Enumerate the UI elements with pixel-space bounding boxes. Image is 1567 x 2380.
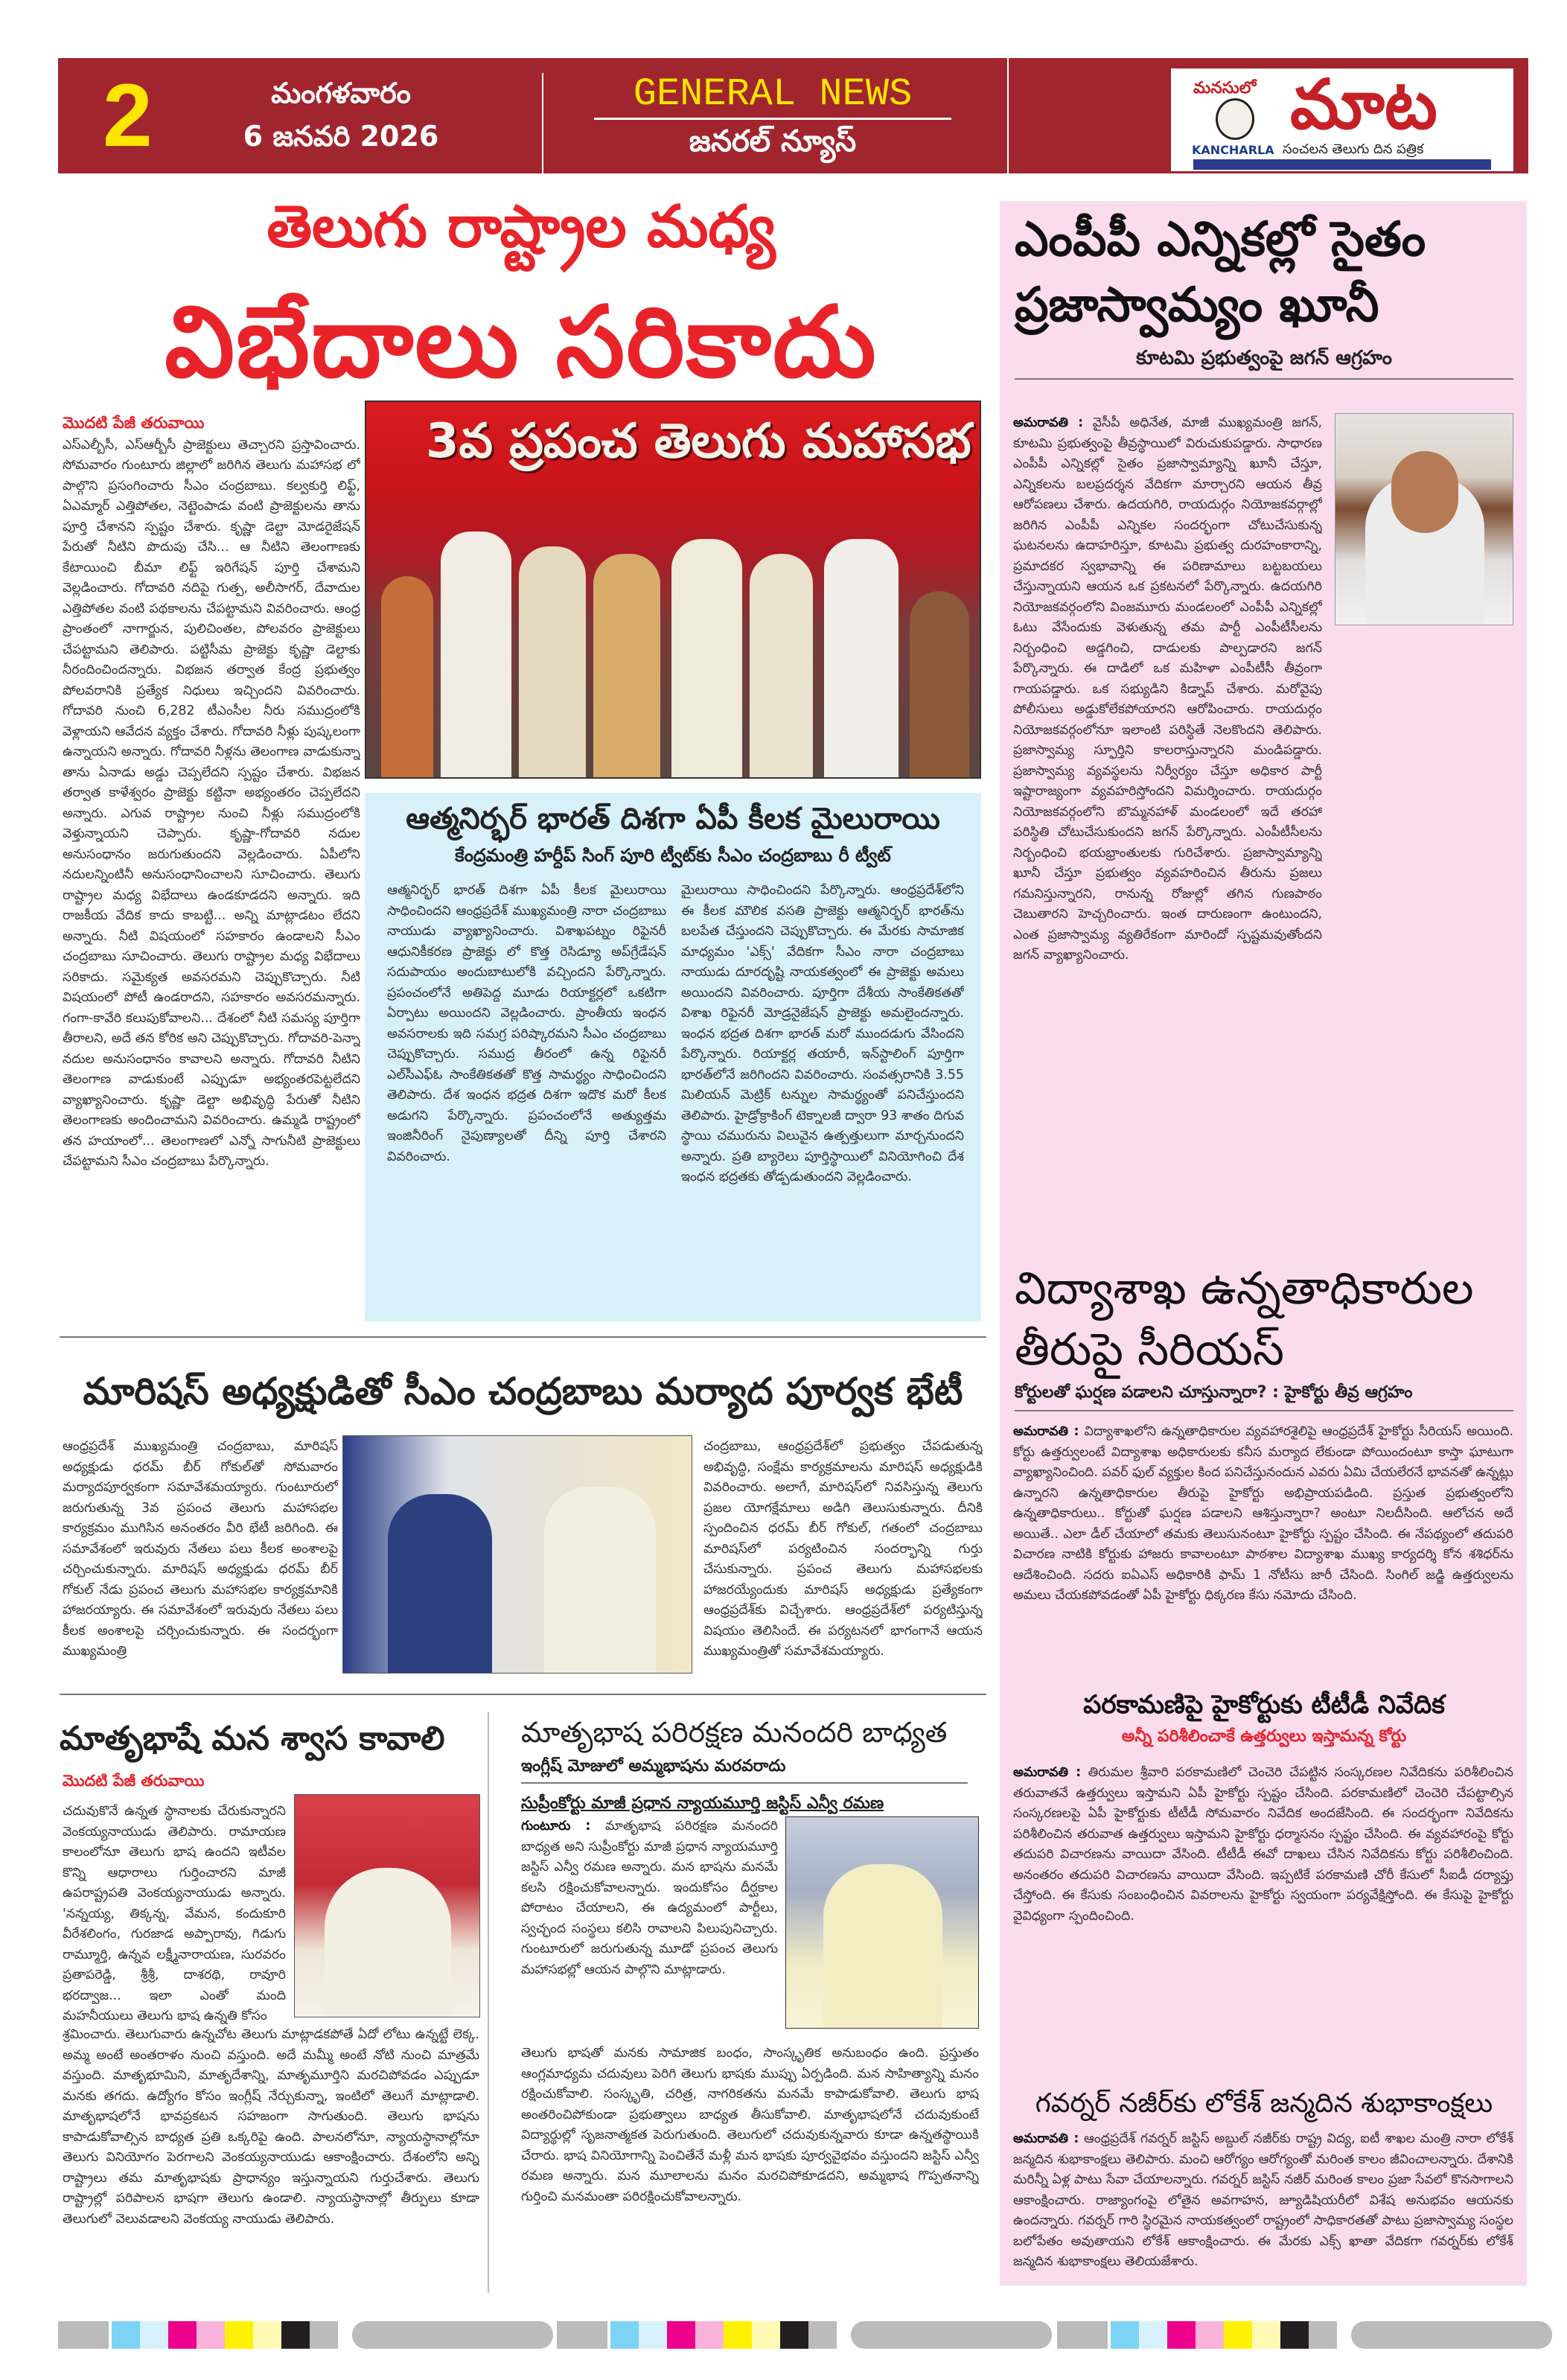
photo-person bbox=[750, 554, 813, 777]
education-headline-line1: విద్యాశాఖ ఉన్నతాధికారుల bbox=[1015, 1263, 1474, 1315]
jagan-photo bbox=[1335, 413, 1513, 625]
venkaiah-photo bbox=[294, 1794, 480, 2017]
mauritius-col1: ఆంధ్రప్రదేశ్ ముఖ్యమంత్రి చంద్రబాబు, మారిషస్ అధ్యక్షుడు ధరమ్ బీర్ గోకుల్‌తో సోమవారం మర్యాదపూర్వకంగా సమావేశమయ్యారు. గుంటూరులో జరుగుతున్న 3వ ప్రపంచ తెలుగు మహాసభల కార్యక్రమం ముగిసిన అనంతరం వీరి భేటీ జరిగింది. ఈ సమావేశంలో ఇరువురు నేతలు పలు కీలక అంశాలపై చర్చించుకున్నారు. మారిషస్ అధ్యక్షుడు ధరమ్ బీర్ గోకుల్ నేడు ప్రపంచ తెలుగు మహాసభల కార్యక్రమానికి హాజరయ్యారు. ఈ సమావేశంలో ఇరువురు నేతలు పలు కీలక అంశాలపై చర్చించుకున్నారు. ఈ సందర్భంగా ముఖ్యమంత్రి bbox=[63, 1439, 338, 1659]
jagan-headline: ఎంపీపీ ఎన్నికల్లో సైతం ప్రజాస్వామ్యం ఖూనీ bbox=[1015, 212, 1426, 333]
sidebar-story-col2: మైలురాయి సాధించిందని పేర్కొన్నారు. ఆంధ్రప్రదేశ్‌లోని ఈ కీలక మౌలిక వసతి ప్రాజెక్టు ఆత్మనిర్భర్ భారత్‌ను బలపేత చేస్తుందని చెప్పుకొచ్చారు. ఈ మేరకు సామాజిక మాధ్యమం 'ఎక్స్' వేదికగా సీఎం నారా చంద్రబాబు నాయుడు దూరదృష్టి నాయకత్వంలో ఈ ప్రాజెక్టు అమలు అయిందని వివరించారు. పూర్తిగా దేశీయ సాంకేతికతతో విశాఖ రిఫైనరీ మోడ్రనైజేషన్ ప్రాజెక్టు అమలైందన్నారు. ఇంధన భద్రత దిశగా భారత్ మరో ముందడుగు వేసిందని పేర్కొన్నారు. రియాక్టర్ల తయారీ, ఇన్‌స్టాలింగ్ పూర్తిగా భారత్‌లోనే జరిగిందని వివరించారు. సంవత్సరానికి 3.55 మిలియన్ మెట్రిక్ టన్నుల సామర్థ్యంతో పనిచేస్తుందని తెలిపారు. హైడ్రోక్రాకింగ్ టెక్నాలజీ ద్వారా 93 శాతం దిగువ స్థాయి చమురును విలువైన ఉత్పత్తులుగా మార్చనుందని అన్నారు. ప్రతి బ్యారెలు పూర్తిస్థాయిలో వినియోగించి దేశ ఇంధన భద్రతకు తోడ్పడుతుందని వెల్లడించారు. bbox=[681, 883, 964, 1184]
logo-wordmark: మాట bbox=[1290, 65, 1437, 144]
color-swatch bbox=[58, 2321, 109, 2349]
logo-bar bbox=[1193, 159, 1491, 170]
issue-date: 6 జనవరి 2026 bbox=[243, 120, 439, 153]
mauritius-photo bbox=[342, 1435, 692, 1674]
education-headline-line2: తీరుపై సీరియస్ bbox=[1015, 1324, 1284, 1376]
newspaper-logo bbox=[1171, 65, 1513, 171]
photo-person bbox=[823, 1864, 942, 2028]
dateline: అమరావతి : bbox=[1013, 1424, 1079, 1439]
section-divider bbox=[60, 1336, 986, 1338]
section-label bbox=[594, 73, 951, 163]
photo-face bbox=[1391, 451, 1458, 533]
photo-person bbox=[519, 546, 586, 777]
column-divider bbox=[488, 1712, 489, 2293]
photo-person bbox=[910, 591, 969, 777]
lead-article-body bbox=[63, 413, 360, 1333]
color-swatch bbox=[1224, 2321, 1252, 2349]
right-column bbox=[1000, 201, 1527, 2285]
continued-label: మొదటి పేజీ తరువాయి bbox=[63, 1772, 205, 1790]
color-swatch bbox=[1280, 2321, 1309, 2349]
color-swatch bbox=[695, 2321, 724, 2349]
education-subhead: కోర్టులతో ఘర్షణ పడాలని చూస్తున్నారా? : హైకోర్టు తీవ్ర ఆగ్రహం bbox=[1015, 1383, 1513, 1411]
governor-article-text: ఆంధ్రప్రదేశ్ గవర్నర్ జస్టిస్ అబ్దుల్ నజీర్‌కు రాష్ట్ర విద్య, ఐటీ శాఖల మంత్రి నారా లోకేశ్ జన్మదిన శుభాకాంక్షలు తెలిపారు. మంచి ఆరోగ్యం ఆరోగ్యంతో మరింత కాలం జీవించాలన్నారు. దేశానికి మరిన్నీ ఏళ్ల పాటు సేవా చేయాలన్నారు. గవర్నర్ జస్టిస్ నజీర్ మరింత కాలం ప్రజా సేవలో కొనసాగాలని ఆకాంక్షించారు. రాజ్యాంగంపై లోతైన అవగాహన, జ్యూడిషియరీలో విశేష అనుభవం ఆయనకు ఉందన్నారు. గవర్నర్ గారి స్థిరమైన నాయకత్వంలో రాష్ట్రంలో సాధికారతతో పాటు ప్రజాస్వామ్య సంస్థల బలోపేతం అవుతాయని లోకేశ్ ఆకాంక్షించారు. ఈ మేరకు ఎక్స్ ఖాతా వేదికగా గవర్నర్‌కు లోకేశ్ జన్మదిన శుభాకాంక్షలు తెలియజేశారు. bbox=[1013, 2131, 1513, 2269]
color-swatch bbox=[225, 2321, 253, 2349]
dateline: అమరావతి : bbox=[1013, 415, 1084, 430]
page-number: 2 bbox=[103, 66, 153, 165]
color-bar bbox=[557, 2321, 837, 2349]
ramana-byline: సుప్రీంకోర్టు మాజీ ప్రధాన న్యాయమూర్తి జస్టిస్ ఎన్వీ రమణ bbox=[521, 1794, 884, 1813]
photo-person bbox=[325, 1868, 451, 2017]
color-bar-pill bbox=[352, 2321, 553, 2349]
photo-person bbox=[593, 554, 660, 777]
sidebar-story-col1: ఆత్మనిర్భర్ భారత్ దిశగా ఏపీ కీలక మైలురాయి సాధించిందని ఆంధ్రప్రదేశ్ ముఖ్యమంత్రి నారా చంద్రబాబు నాయుడు వ్యాఖ్యానించారు. విశాఖపట్నం రిఫైనరీ ఆధునికీకరణ ప్రాజెక్టు లో కొత్త రెసిడ్యూ అప్‌గ్రేడేషన్ సదుపాయం అందుబాటులోకి వచ్చిందని పేర్కొన్నారు. ప్రపంచంలోనే అతిపెద్ద మూడు రియాక్టర్లలో ఒకటిగా ఏర్పాటు అయిందని వెల్లడించారు. ప్రాంతీయ ఇంధన అవసరాలకు ఇది సమగ్ర పరిష్కారమని సీఎం చంద్రబాబు చెప్పుకొచ్చారు. సముద్ర తీరంలో ఉన్న రిఫైనరీ ఎల్‌సీ‌ఎఫ్ఓ సాంకేతికతతో కొత్త సామర్థ్యం సాధించిందని తెలిపారు. దేశ ఇంధన భద్రత దిశగా ఇదొక మరో కీలక అడుగని పేర్కొన్నారు. ప్రపంచంలోనే అత్యుత్తమ ఇంజినీరింగ్ నైపుణ్యాలతో దీన్ని పూర్తి చేశారని వివరించారు. bbox=[387, 883, 666, 1164]
jagan-article bbox=[1013, 413, 1322, 1232]
color-swatch bbox=[610, 2321, 639, 2349]
dateline: గుంటూరు : bbox=[521, 1819, 591, 1834]
color-bar-pill bbox=[1351, 2321, 1552, 2349]
mother-tongue-col2: శ్రమించారు. తెలుగువారు ఉన్నచోట తెలుగు మాట్లాడకపోతే ఏదో లోటు ఉన్నట్టే లెక్క. అమ్మ అంటే అంతరాళం నుంచి వస్తుంది. అదే మమ్మీ అంటే నోటి నుంచి మాత్రమే వస్తుంది. మాతృభూమిని, మాతృదేశాన్ని, మాతృమూర్తిని మరచిపోవడం ఎప్పుడూ మనకు తగదు. ఉద్యోగం కోసం ఇంగ్లీష్ నేర్చుకున్నా, ఇంటిలో తెలుగే మాట్లాడాలి. మాతృభాషలోనే భావప్రకటన సహజంగా సాగుతుంది. తెలుగు భాషను కాపాడుకోవాల్సిన బాధ్యత ప్రతి ఒక్కరిపై ఉంది. పాలనలోనూ, న్యాయస్థానాల్లోనూ తెలుగు వినియోగం పెరగాలని వెంకయ్యనాయుడు ఆకాంక్షించారు. దేశంలోని అన్ని రాష్ట్రాలు తమ మాతృభాషకు ప్రాధాన్యం ఇస్తున్నాయని గుర్తుచేశారు. తెలుగు రాష్ట్రాల్లో పరిపాలన భాషగా తెలుగు ఉండాలి. న్యాయస్థానాల్లో తీర్పులు కూడా తెలుగులో వెలువడాలని వెంకయ్య నాయుడు తెలిపారు. bbox=[63, 2027, 479, 2227]
ramana-subhead: ఇంగ్లీష్ మోజులో అమ్మభాషను మరవరాదు bbox=[521, 1757, 968, 1784]
color-swatch bbox=[281, 2321, 310, 2349]
mauritius-headline: మారిషస్ అధ్యక్షుడితో సీఎం చంద్రబాబు మర్యాద పూర్వక భేటీ bbox=[83, 1370, 963, 1413]
ttd-headline: పరకామణిపై హైకోర్టుకు టీటీడీ నివేదిక bbox=[1083, 1690, 1445, 1720]
masthead bbox=[58, 58, 1528, 173]
color-swatch bbox=[1167, 2321, 1196, 2349]
color-bar-pill bbox=[851, 2321, 1052, 2349]
masthead-divider bbox=[1007, 58, 1009, 173]
color-swatch bbox=[197, 2321, 225, 2349]
education-headline bbox=[1015, 1258, 1513, 1380]
color-swatch bbox=[112, 2321, 140, 2349]
color-swatch bbox=[724, 2321, 752, 2349]
color-swatch bbox=[557, 2321, 607, 2349]
jagan-article-text: వైసీపీ అధినేత, మాజీ ముఖ్యమంత్రి జగన్, కూటమి ప్రభుత్వంపై తీవ్రస్థాయిలో విరుచుకుపడ్డారు. సాధారణ ఎంపీపీ ఎన్నికల్లో సైతం ప్రజాస్వామ్యాన్ని ఖూనీ చేస్తూ, ఎన్నికలను బలప్రదర్శన వేదికగా మార్చారని ఆయన తీవ్ర ఆరోపణలు చేశారు. ఉదయగిరి, రాయదుర్గం నియోజకవర్గాల్లో జరిగిన ఎంపీపీ ఎన్నికల సందర్భంగా చోటుచేసుకున్న ఘటనలను ఉదాహరిస్తూ, కూటమి ప్రభుత్వ దురహంకారాన్ని, ప్రమాదకర స్వభావాన్ని ఈ పరిణామాలు బట్టబయలు చేస్తున్నాయని ఆయన ఒక ప్రకటనలో పేర్కొన్నారు. ఉదయగిరి నియోజకవర్గంలోని వింజమూరు మండలంలో ఎంపీపీ ఎన్నికల్లో ఓటు వేసేందుకు వెళుతున్న తమ పార్టీ ఎంపీటీసీలను నిర్బంధించి అడ్డగించి, దాడులకు పాల్పడారని జగన్ పేర్కొన్నారు. ఈ దాడిలో ఒక మహిళా ఎంపీటీసీ తీవ్రంగా గాయపడ్డారు. ఒక సభ్యుడిని కిడ్నాప్ చేశారు. మరోవైపు పోలీసులు అడ్డుకోలేకపోయారని ఆరోపించారు. రాయదుర్గం నియోజకవర్గంలోనూ ఇలాంటి పరిస్థితే నెలకొందని తెలిపారు. ప్రజాస్వామ్య స్ఫూర్తిని కాలరాస్తున్నారని మండిపడ్డారు. ప్రజాస్వామ్య వ్యవస్థలను నిర్వీర్యం చేస్తూ అధికార పార్టీ ఇష్టారాజ్యంగా వ్యవహరిస్తోందని విమర్శించారు. రాయదుర్గం నియోజకవర్గంలోని బొమ్మనహాళ్ మండలంలో ఇదే తరహా పరిస్థితి చోటుచేసుకుందని జగన్ పేర్కొన్నారు. ఎంపీటీసీలను నిర్బంధించి భయభ్రాంతులకు గురిచేశారు. ప్రజాస్వామ్యాన్ని ఖూనీ చేస్తూ ప్రభుత్వం వ్యవహరించిన తీరును ప్రజలు గమనిస్తున్నారని, రానున్న రోజుల్లో తగిన గుణపాఠం చెబుతారని హెచ్చరించారు. ఇంత దారుణంగా ఉంటుందని, ఎంత ప్రజాస్వామ్య వ్యతిరేకంగా మారిందో స్పష్టమవుతోందని జగన్ వ్యాఖ్యానించారు. bbox=[1013, 415, 1322, 963]
section-label-telugu: జనరల్ న్యూస్ bbox=[689, 124, 857, 159]
logo-small-text: మనసులో bbox=[1193, 79, 1257, 98]
color-bar bbox=[58, 2321, 338, 2349]
color-swatch bbox=[1111, 2321, 1139, 2349]
ramana-col2: తెలుగు భాషతో మనకు సామాజిక బంధం, సాంస్కృతిక అనుబంధం ఉంది. ప్రస్తుతం ఆంగ్లమాధ్యమ చదువులు పెరిగి తెలుగు భాషకు ముప్పు ఏర్పడింది. మన సాహిత్యాన్ని మనం రక్షించుకోవాలి. సంస్కృతి, చరిత్ర, నాగరికతను మనమే కాపాడుకోవాలి. తెలుగు భాష అంతరించిపోకుండా ప్రభుత్వాలు బాధ్యత తీసుకోవాలి. మాతృభాషలోనే చదువుకుంటే విద్యార్థుల్లో సృజనాత్మకత పెరుగుతుంది. తెలుగులో చదువుకున్నవారు కూడా ఉన్నతస్థాయికి చేరారు. భాష వినియోగాన్ని పెంచితేనే మళ్లీ మన భాషకు పూర్వవైభవం వస్తుందని జస్టిస్ ఎన్వీ రమణ అన్నారు. మన మూలాలను మనం మరచిపోకూడదని, అమ్మభాష గొప్పతనాన్ని గుర్తించి మనమంతా పరిరక్షించుకోవాలన్నారు. bbox=[521, 2046, 979, 2204]
ramana-headline: మాతృభాష పరిరక్షణ మనందరి బాధ్యత bbox=[521, 1716, 948, 1749]
color-swatch bbox=[1057, 2321, 1108, 2349]
ramana-col1-text: మాతృభాష పరిరక్షణ మనందరి బాధ్యత అని సుప్రీంకోర్టు మాజీ ప్రధాన న్యాయమూర్తి జస్టిస్ ఎన్వీ రమణ అన్నారు. మన భాషను మనమే కలసి రక్షించుకోవాలన్నారు. ఇందుకోసం దీర్ఘకాల పోరాటం చేయాలని, ఈ ఉద్యమంలో పార్టీలు, స్వచ్ఛంద సంస్థలు కలిసి రావాలని పిలుపునిచ్చారు. గుంటూరులో జరుగుతున్న మూడో ప్రపంచ తెలుగు మహాసభల్లో ఆయన పాల్గొని మాట్లాడారు. bbox=[521, 1819, 778, 1977]
sidebar-story-box bbox=[365, 793, 981, 1321]
photo-person bbox=[544, 1487, 656, 1673]
color-swatch bbox=[1309, 2321, 1337, 2349]
color-swatch bbox=[808, 2321, 837, 2349]
continued-label: మొదటి పేజీ తరువాయి bbox=[63, 414, 205, 432]
dateline: అమరావతి : bbox=[1013, 1765, 1082, 1780]
color-swatch bbox=[1252, 2321, 1280, 2349]
mother-tongue-col1: చదువుకొనే ఉన్నత స్థానాలకు చేరుకున్నారని వెంకయ్యనాయుడు తెలిపారు. రామాయణ కాలంలోనూ తెలుగు భాష ఉందని ఇటీవల కొన్ని ఆధారాలు గుర్తించారని మాజీ ఉపరాష్ట్రపతి వెంకయ్యనాయుడు అన్నారు. 'నన్నయ్య, తిక్కన్న, వేమన, కందుకూరి వీరేశలింగం, గురజాడ అప్పారావు, గిడుగు రామ్మూర్తి, ఉన్నవ లక్ష్మీనారాయణ, సురవరం ప్రతాపరెడ్డి, శ్రీశ్రీ, దాశరథి, రావూరి భరద్వాజ... ఇలా ఎంతో మంది మహనీయులు తెలుగు భాష ఉన్నతి కోసం bbox=[63, 1804, 286, 2023]
section-divider bbox=[60, 1694, 986, 1695]
color-swatch bbox=[1139, 2321, 1167, 2349]
issue-day: మంగళవారం bbox=[271, 77, 411, 109]
section-label-english: GENERAL NEWS bbox=[594, 73, 951, 120]
photo-person bbox=[388, 1494, 492, 1673]
sidebar-story-subhead: కేంద్రమంత్రి హర్దీప్ సింగ్ పూరి ట్వీట్‌కు సీఎం చంద్రబాబు రీ ట్వీట్ bbox=[455, 845, 891, 866]
dateline: అమరావతి : bbox=[1013, 2131, 1079, 2146]
lead-headline-line2: విభేదాలు సరికాదు bbox=[165, 285, 878, 400]
ramana-photo bbox=[785, 1816, 979, 2029]
issue-date-block bbox=[229, 71, 453, 158]
ttd-article bbox=[1013, 1763, 1513, 2098]
photo-person bbox=[824, 539, 899, 777]
color-swatch bbox=[310, 2321, 338, 2349]
photo-banner-text: 3వ ప్రపంచ తెలుగు మహాసభ bbox=[426, 414, 971, 469]
ttd-article-text: తిరుమల శ్రీవారి పరకామణిలో చెంచెరి చేపట్టిన సంస్కరణల నివేదికను పరిశీలించిన తరువాతనే ఉత్తర్వులు ఇస్తామని ఏపీ హైకోర్టు స్పష్టం చేసింది. పరకామణిలో చెంచెరి చేపట్టాల్సిన సంస్కరణలపై ఏపీ హైకోర్టుకు టీటీడీ సోమవారం నివేదిక అందజేసింది. ఈ సందర్భంగా నివేదికను పరిశీలించిన తరువాత ఉత్తర్వులు ఇస్తామని హైకోర్టు ధర్మాసనం స్పష్టం చేసింది. ఈ వ్యవహారంపై కోర్టు తదుపరి విచారణను వాయిదా వేసింది. టీటీడీ ఈవో దాఖలు చేసిన నివేదికను కోర్టు పరిశీలించింది. అనంతరం తదుపరి విచారణను వాయిదా వేసింది. ఇప్పటికే పరకామణి చోరీ కేసులో సీఐడీ దర్యాప్తు చేస్తోంది. ఈ కేసుకు సంబంధించిన వివరాలను హైకోర్టు స్వయంగా పర్యవేక్షిస్తోంది. ఈ కేసుపై హైకోర్టు వైవిధ్యంగా స్పందించింది. bbox=[1013, 1765, 1513, 1924]
photo-person bbox=[671, 539, 742, 777]
color-swatch bbox=[140, 2321, 168, 2349]
color-swatch bbox=[1196, 2321, 1224, 2349]
sidebar-story-headline: ఆత్మనిర్భర్ భారత్ దిశగా ఏపీ కీలక మైలురాయి bbox=[406, 802, 940, 836]
color-swatch bbox=[639, 2321, 667, 2349]
lead-article-text: ఎస్ఎల్బీసీ, ఎస్ఆర్బీసీ ప్రాజెక్టులు తెచ్చారని ప్రస్తావించారు. సోమవారం గుంటూరు జిల్లాలో జరిగిన తెలుగు మహాసభ లో పాల్గొని ప్రసంగించారు సీఎం చంద్రబాబు. కల్వకుర్తి లిఫ్ట్, ఏఎమ్మార్ ఎత్తిపోతల, నెట్టెంపాడు వంటి ప్రాజెక్టులను తాను పూర్తి చేశానని స్పష్టం చేశారు. కృష్ణా డెల్టా మోడరైజేషన్ పేరుతో నీటిని పొదుపు చేసి... ఆ నీటిని తెలంగాణకు కేటాయించి బీమా లిఫ్ట్ ఇరిగేషన్ పూర్తి చేశామని వెల్లడించారు. గోదావరి నదిపై గుత్ప, అలీసాగర్, దేవాదుల ఎత్తిపోతల వంటి పథకాలను చేపట్టామని వివరించారు. ఆంధ్ర ప్రాంతంలో నాగార్జున, పులిచింతల, పోలవరం ప్రాజెక్టులు చేపట్టామని తెలిపారు. పట్టిసీమ ప్రాజెక్టు కృష్ణా డెల్టాకు నీరందించిందన్నారు. విభజన తర్వాత కేంద్ర ప్రభుత్వం పోలవరానికి ప్రత్యేక నిధులు ఇచ్చిందని వివరించారు. గోదావరి నుంచి 6,282 టీఎంసీల నీరు సముద్రంలోకి వెళ్లాయని ఆవేదన వ్యక్తం చేశారు. గోదావరి నీళ్లు పుష్కలంగా ఉన్నాయని అన్నారు. గోదావరి నీళ్లను తెలంగాణ వాడుకున్నా తాను ఏనాడు అడ్డు చెప్పలేదని స్పష్టం చేశారు. విభజన తర్వాత కాళేశ్వరం ప్రాజెక్టు కట్టినా అభ్యంతరం చెప్పలేదని అన్నారు. ఎగువ రాష్ట్రాల నుంచి నీళ్లు సముద్రంలోకి వెళ్తున్నాయని చెప్పారు. కృష్ణా-గోదావరి నదుల అనుసంధానం జరుగుతుందని వెల్లడించారు. ఏపీలోని నదులన్నింటినీ అనుసంధానించాలని సూచించారు. తెలుగు రాష్ట్రాల మధ్య విభేదాలు ఉండకూడదని అన్నారు. ఇది రాజకీయ వేదిక కాదు కాబట్టి... అన్ని మాట్లాడటం లేదని అన్నారు. నీటి విషయంలో సహకారం ఉండాలని సీఎం చంద్రబాబు సూచించారు. తెలుగు రాష్ట్రాల మధ్య విభేదాలు సరికాదు. సమైక్యత అవసరమని చెప్పుకొచ్చారు. నీటి విషయంలో పోటీ ఉండరాదని, సహకారం అవసరమన్నారు. గంగా-కావేరి కలుపుకోవాలని... దేశంలో నీటి సమస్య పూర్తిగా తీరాలని, అదే తన కోరిక అని చెప్పుకొచ్చారు. గోదావరి-పెన్నా నదుల అనుసంధానం కావాలని అన్నారు. గోదావరి నీటిని తెలంగాణ వాడుకుంటే ఎప్పుడూ అభ్యంతరపెట్టలేదని వ్యాఖ్యానించారు. కృష్ణా డెల్టా అభివృద్ధి పేరుతో నీటిని తెలంగాణకు అందించామని వివరించారు. ఉమ్మడి రాష్ట్రంలో తన హయాంలో... తెలంగాణలో ఎన్నో సాగునీటి ప్రాజెక్టులు చేపట్టామని సీఎం చంద్రబాబు పేర్కొన్నారు. bbox=[63, 437, 360, 1169]
lead-headline-line1: తెలుగు రాష్ట్రాల మధ్య bbox=[267, 194, 776, 261]
education-article bbox=[1013, 1422, 1513, 1675]
mother-tongue-headline: మాతృభాషే మన శ్వాస కావాలి bbox=[60, 1720, 445, 1758]
photo-person bbox=[381, 576, 433, 777]
jagan-subhead: కూటమి ప్రభుత్వంపై జగన్ ఆగ్రహం bbox=[1015, 347, 1513, 380]
logo-portrait-icon bbox=[1216, 98, 1254, 140]
masthead-divider bbox=[542, 73, 543, 173]
governor-headline: గవర్నర్ నజీర్‌కు లోకేశ్ జన్మదిన శుభాకాంక్షలు bbox=[1035, 2088, 1493, 2119]
color-swatch bbox=[780, 2321, 808, 2349]
photo-person bbox=[441, 532, 511, 777]
color-swatch bbox=[168, 2321, 197, 2349]
color-swatch bbox=[752, 2321, 780, 2349]
logo-tagline: సంచలన తెలుగు దిన పత్రిక bbox=[1283, 141, 1424, 157]
mauritius-col2: చంద్రబాబు, ఆంధ్రప్రదేశ్‌లో ప్రభుత్వం చేపడుతున్న అభివృద్ధి, సంక్షేమ కార్యక్రమాలను మారిషస్ అధ్యక్షుడికి వివరించారు. అలాగే, మారిషస్‌లో నివసిస్తున్న తెలుగు ప్రజల యోగక్షేమాలు అడిగి తెలుసుకున్నారు. దీనికి స్పందించిన ధరమ్ బీర్ గోకుల్, గతంలో చంద్రబాబు మారిషస్‌లో పర్యటించిన సందర్భాన్ని గుర్తు చేసుకున్నారు. ప్రపంచ తెలుగు మహాసభలకు హాజరయ్యేందుకు మారిషస్ అధ్యక్షుడు ప్రత్యేకంగా ఆంధ్రప్రదేశ్‌కు విచ్చేశారు. ఆంధ్రప్రదేశ్‌లో పర్యటిస్తున్న విషయం తెలిసిందే. ఈ పర్యటనలో భాగంగానే ఆయన ముఖ్యమంత్రితో సమావేశమయ్యారు. bbox=[703, 1439, 983, 1659]
color-bar bbox=[1057, 2321, 1337, 2349]
logo-brand: KANCHARLA bbox=[1192, 143, 1274, 157]
color-swatch bbox=[253, 2321, 281, 2349]
lead-photo bbox=[365, 401, 981, 779]
ramana-col1 bbox=[521, 1816, 778, 2040]
education-article-text: విద్యాశాఖలోని ఉన్నతాధికారుల వ్యవహారశైలిపై ఆంధ్రప్రదేశ్ హైకోర్టు సీరియస్ అయింది. కోర్టు ఉత్తర్వులంటే విద్యాశాఖ అధికారులకు కనీస మర్యాద లేకుండా పోయిందంటూ కాస్తా ఘాటుగా వ్యాఖ్యానించింది. పవర్ ఫుల్ వ్యక్తుల కింద పనిచేస్తునందున ఎవరు ఏమి చేయలేరనే భావనతో ఉన్నట్లు ఉన్నారని ఉన్నతాధికారుల తీరుపై హైకోర్టు అభిప్రాయపడింది. ప్రస్తుత ప్రభుత్వంలోని ఉన్నతాధికారులు.. కోర్టుతో ఘర్షణ పడాలని ఆశిస్తున్నారా? అంటూ నిలదీసింది. ఆలోచన అదే అయితే.. ఎలా డీల్ చేయాలో తమకు తెలుసునంటూ హైకోర్టు స్పష్టం చేసింది. ఈ నేపథ్యంలో తదుపరి విచారణ నాటికి కోర్టుకు హాజరు కావాలంటూ పాఠశాల విద్యాశాఖ ముఖ్య కార్యదర్శి కోన శశిధర్‌ను ఆదేశించింది. సదరు ఐఏఎస్ అధికారికి ఫామ్ 1 నోటీసు జారీ చేసింది. సింగిల్ జడ్జి ఉత్తర్వులను అమలు చేయకపోవడంతో ఏపీ హైకోర్టు ధిక్కరణ కేసు నమోదు చేసింది. bbox=[1013, 1424, 1513, 1603]
governor-article bbox=[1013, 2129, 1513, 2278]
color-swatch bbox=[667, 2321, 695, 2349]
ttd-subhead: అన్నీ పరిశీలించాకే ఉత్తర్వులు ఇస్తామన్న కోర్టు bbox=[1121, 1727, 1407, 1746]
